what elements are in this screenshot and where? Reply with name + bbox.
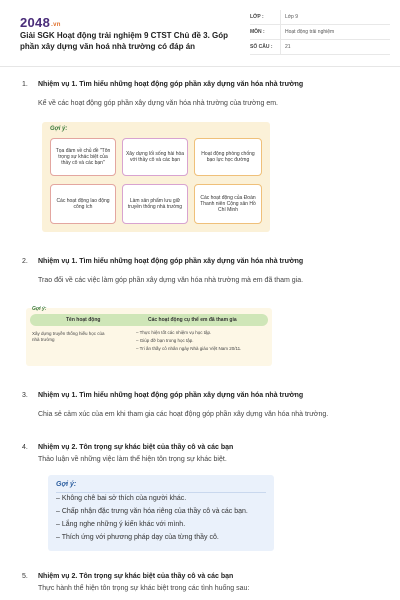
meta-value: Lớp 9 [280,10,298,24]
question-text: Thảo luận về những việc làm thể hiện tôn trọng sự khác biệt. [38,456,227,463]
question-number: 3. [22,392,28,399]
question-number: 4. [22,444,28,451]
table-cell-item: – Tri ân thầy cô nhân ngày Nhà giáo Việt Nam 20/11. [136,346,242,351]
hint-label: Gợi ý: [50,126,68,132]
question-title: Nhiệm vụ 2. Tôn trọng sự khác biệt của thầy cô và các bạn [38,444,234,451]
hint-card: Tọa đàm về chủ đề "Tôn trọng sự khác biệt của thầy cô và các bạn" [50,138,116,176]
site-logo[interactable] [20,15,61,30]
logo-suffix: .vn [51,22,61,28]
table-cell-item: – Thực hiện tốt các nhiệm vụ học tập. [136,330,212,335]
question-text: Chia sẻ cảm xúc của em khi tham gia các hoạt động góp phần xây dựng văn hóa nhà trường. [38,411,329,418]
hint-card: Làm sản phẩm lưu giữ truyền thống nhà trường [122,184,188,224]
table-cell-item: – Giúp đỡ bạn trong học tập. [136,338,194,343]
question-text: Thực hành thể hiện tôn trọng sự khác biệt trong các tình huống sau: [38,585,250,592]
question-number: 5. [22,573,28,580]
hint-box-2 [26,308,272,366]
meta-table [250,10,390,55]
hint-item: – Không chê bai sở thích của người khác. [56,495,187,502]
question-title: Nhiệm vụ 1. Tìm hiểu những hoạt động góp phần xây dựng văn hóa nhà trường [38,81,304,88]
table-header-activities: Các hoạt động cụ thể em đã tham gia [148,317,237,323]
hint-card: Xây dựng lối sống hài hòa với thầy cô và các bạn [122,138,188,176]
question-title: Nhiệm vụ 1. Tìm hiểu những hoạt động góp phần xây dựng văn hóa nhà trường [38,258,304,265]
hint-box-4 [48,475,274,551]
question-title: Nhiệm vụ 1. Tìm hiểu những hoạt động góp phần xây dựng văn hóa nhà trường [38,392,304,399]
page-title: Giải SGK Hoạt động trải nghiệm 9 CTST Chủ đề 3. Góp phần xây dựng văn hoá nhà trường có đáp án [20,31,229,51]
hint-box-1 [42,122,270,232]
meta-row-count [250,40,390,55]
hint-label: Gợi ý: [56,481,77,488]
table-header-name: Tên hoạt động [66,317,101,323]
question-number: 2. [22,258,28,265]
hint-card: Các hoạt động lao động công ích [50,184,116,224]
meta-value: 21 [280,40,291,54]
logo-text: 2048 [20,15,51,30]
hint-card: Các hoạt động của Đoàn Thanh niên Cộng sản Hồ Chí Minh [194,184,262,224]
meta-value: Hoạt động trải nghiệm [280,25,334,39]
meta-key: SỐ CÂU : [250,44,273,50]
meta-row-subject [250,25,390,40]
hint-label: Gợi ý: [32,306,47,312]
meta-row-grade [250,10,390,25]
hint-item: – Chấp nhận đặc trưng văn hóa riêng của thầy cô và các bạn. [56,508,248,515]
divider [56,492,266,493]
hint-item: – Thích ứng với phương pháp dạy của từng thầy cô. [56,534,219,541]
table-header [30,314,268,326]
meta-key: MÔN : [250,29,265,35]
question-title: Nhiệm vụ 2. Tôn trọng sự khác biệt của thầy cô và các bạn [38,573,234,580]
question-number: 1. [22,81,28,88]
meta-key: LỚP : [250,14,264,20]
hint-card: Hoạt động phòng chống bạo lực học đường [194,138,262,176]
question-text: Kể về các hoạt động góp phần xây dựng văn hóa nhà trường của trường em. [38,100,279,107]
table-cell-name: Xây dựng truyền thống hiếu học của nhà trường [32,331,105,342]
question-text: Trao đổi về các việc làm góp phần xây dựng văn hóa nhà trường mà em đã tham gia. [38,277,304,284]
page-header [0,0,400,67]
hint-item: – Lắng nghe những ý kiến khác với mình. [56,521,186,528]
